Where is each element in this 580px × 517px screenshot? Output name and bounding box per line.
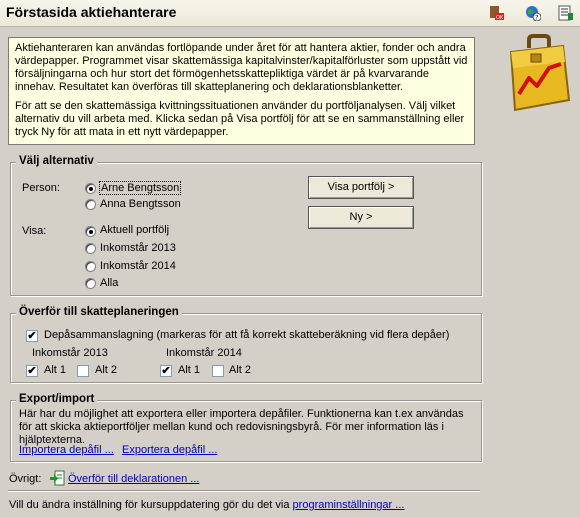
exit-icon[interactable] — [488, 5, 504, 21]
info-box — [8, 37, 475, 145]
transfer-group-title: Överför till skatteplaneringen — [16, 306, 182, 318]
show-radio-2014[interactable] — [85, 261, 96, 272]
show-option-2014[interactable]: Inkomstår 2014 — [100, 260, 176, 272]
year-2013-label: Inkomstår 2013 — [32, 347, 108, 359]
show-portfolio-button[interactable]: Visa portfölj > — [308, 176, 414, 199]
program-settings-link[interactable]: programinställningar ... — [292, 499, 405, 511]
show-label: Visa: — [22, 225, 47, 237]
show-radio-2013[interactable] — [85, 243, 96, 254]
options-group-title: Välj alternativ — [16, 155, 97, 167]
info-paragraph-2: För att se den skattemässiga kvittningssituationen använder du portföljanalysen. Välj vilket alternativ du vill arbeta med. Klicka sedan på Visa portfölj för att se en sammanställning eller tryck Ny för att mata in ett nytt värdepapper. — [15, 100, 465, 138]
show-option-2013[interactable]: Inkomstår 2013 — [100, 242, 176, 254]
svg-text:OK: OK — [496, 15, 504, 21]
page-title: Förstasida aktiehanterare — [6, 4, 177, 20]
help-globe-icon[interactable] — [525, 5, 541, 21]
show-radio-all[interactable] — [85, 278, 96, 289]
export-group-title: Export/import — [16, 393, 97, 405]
year-2014-alt1-checkbox[interactable]: ✔ — [161, 365, 171, 377]
transfer-declaration-link[interactable]: Överför till deklarationen ... — [68, 473, 200, 485]
year-2014-alt2-label: Alt 2 — [229, 364, 252, 376]
depot-merge-checkbox[interactable]: ✔ — [27, 330, 37, 342]
export-description: Här har du möjlighet att exportera eller importera depåfiler. Funktionerna kan t.ex användas för att skicka aktieportföljer mellan kund och redovisningsbyrå. För mer information läs i hjälptexterna. — [19, 408, 464, 446]
year-2013-alt2-label: Alt 2 — [95, 364, 118, 376]
year-2013-alt2-checkbox[interactable] — [77, 365, 89, 377]
year-2014-label: Inkomstår 2014 — [166, 347, 242, 359]
show-option-all[interactable]: Alla — [100, 277, 119, 289]
person-option-arne[interactable]: Arne Bengtsson — [101, 182, 180, 194]
calculator-list-icon[interactable] — [558, 5, 574, 21]
show-radio-current[interactable] — [85, 226, 96, 237]
other-label: Övrigt: — [9, 473, 42, 485]
import-depot-link[interactable]: Importera depåfil ... — [19, 444, 114, 456]
new-button[interactable]: Ny > — [308, 206, 414, 229]
export-depot-link[interactable]: Exportera depåfil ... — [122, 444, 218, 456]
person-radio-anna[interactable] — [85, 199, 96, 210]
settings-text-line — [9, 499, 404, 511]
depot-merge-label: Depåsammanslagning (markeras för att få korrekt skatteberäkning vid flera depåer) — [44, 329, 450, 341]
year-2014-alt1-label: Alt 1 — [178, 364, 201, 376]
year-2013-alt1-checkbox[interactable]: ✔ — [27, 365, 37, 377]
briefcase-chart-logo — [505, 34, 573, 114]
person-label: Person: — [22, 182, 60, 194]
show-option-current[interactable]: Aktuell portfölj — [100, 224, 170, 236]
svg-text:?: ? — [535, 14, 539, 21]
year-2013-alt1-label: Alt 1 — [44, 364, 67, 376]
bottom-divider — [8, 490, 480, 492]
person-option-anna[interactable]: Anna Bengtsson — [100, 198, 181, 210]
settings-text: Vill du ändra inställning för kursuppdatering gör du det via — [9, 499, 290, 511]
year-2014-alt2-checkbox[interactable] — [212, 365, 224, 377]
person-radio-arne[interactable] — [85, 183, 96, 194]
transfer-declaration-icon[interactable] — [49, 470, 65, 486]
info-paragraph-1: Aktiehanteraren kan användas fortlöpande under året för att hantera aktier, fonder och andra värdepapper. Programmet visar skattemässiga kapitalvinster/kapitalförluster som uppstått vid försäljningarna och hur stort det förmögenhetsskattepliktiga värdet är på kvarvarande innehav. Resultatet kan överföras till skatteplanering och deklarationsblanketter. — [15, 42, 468, 93]
